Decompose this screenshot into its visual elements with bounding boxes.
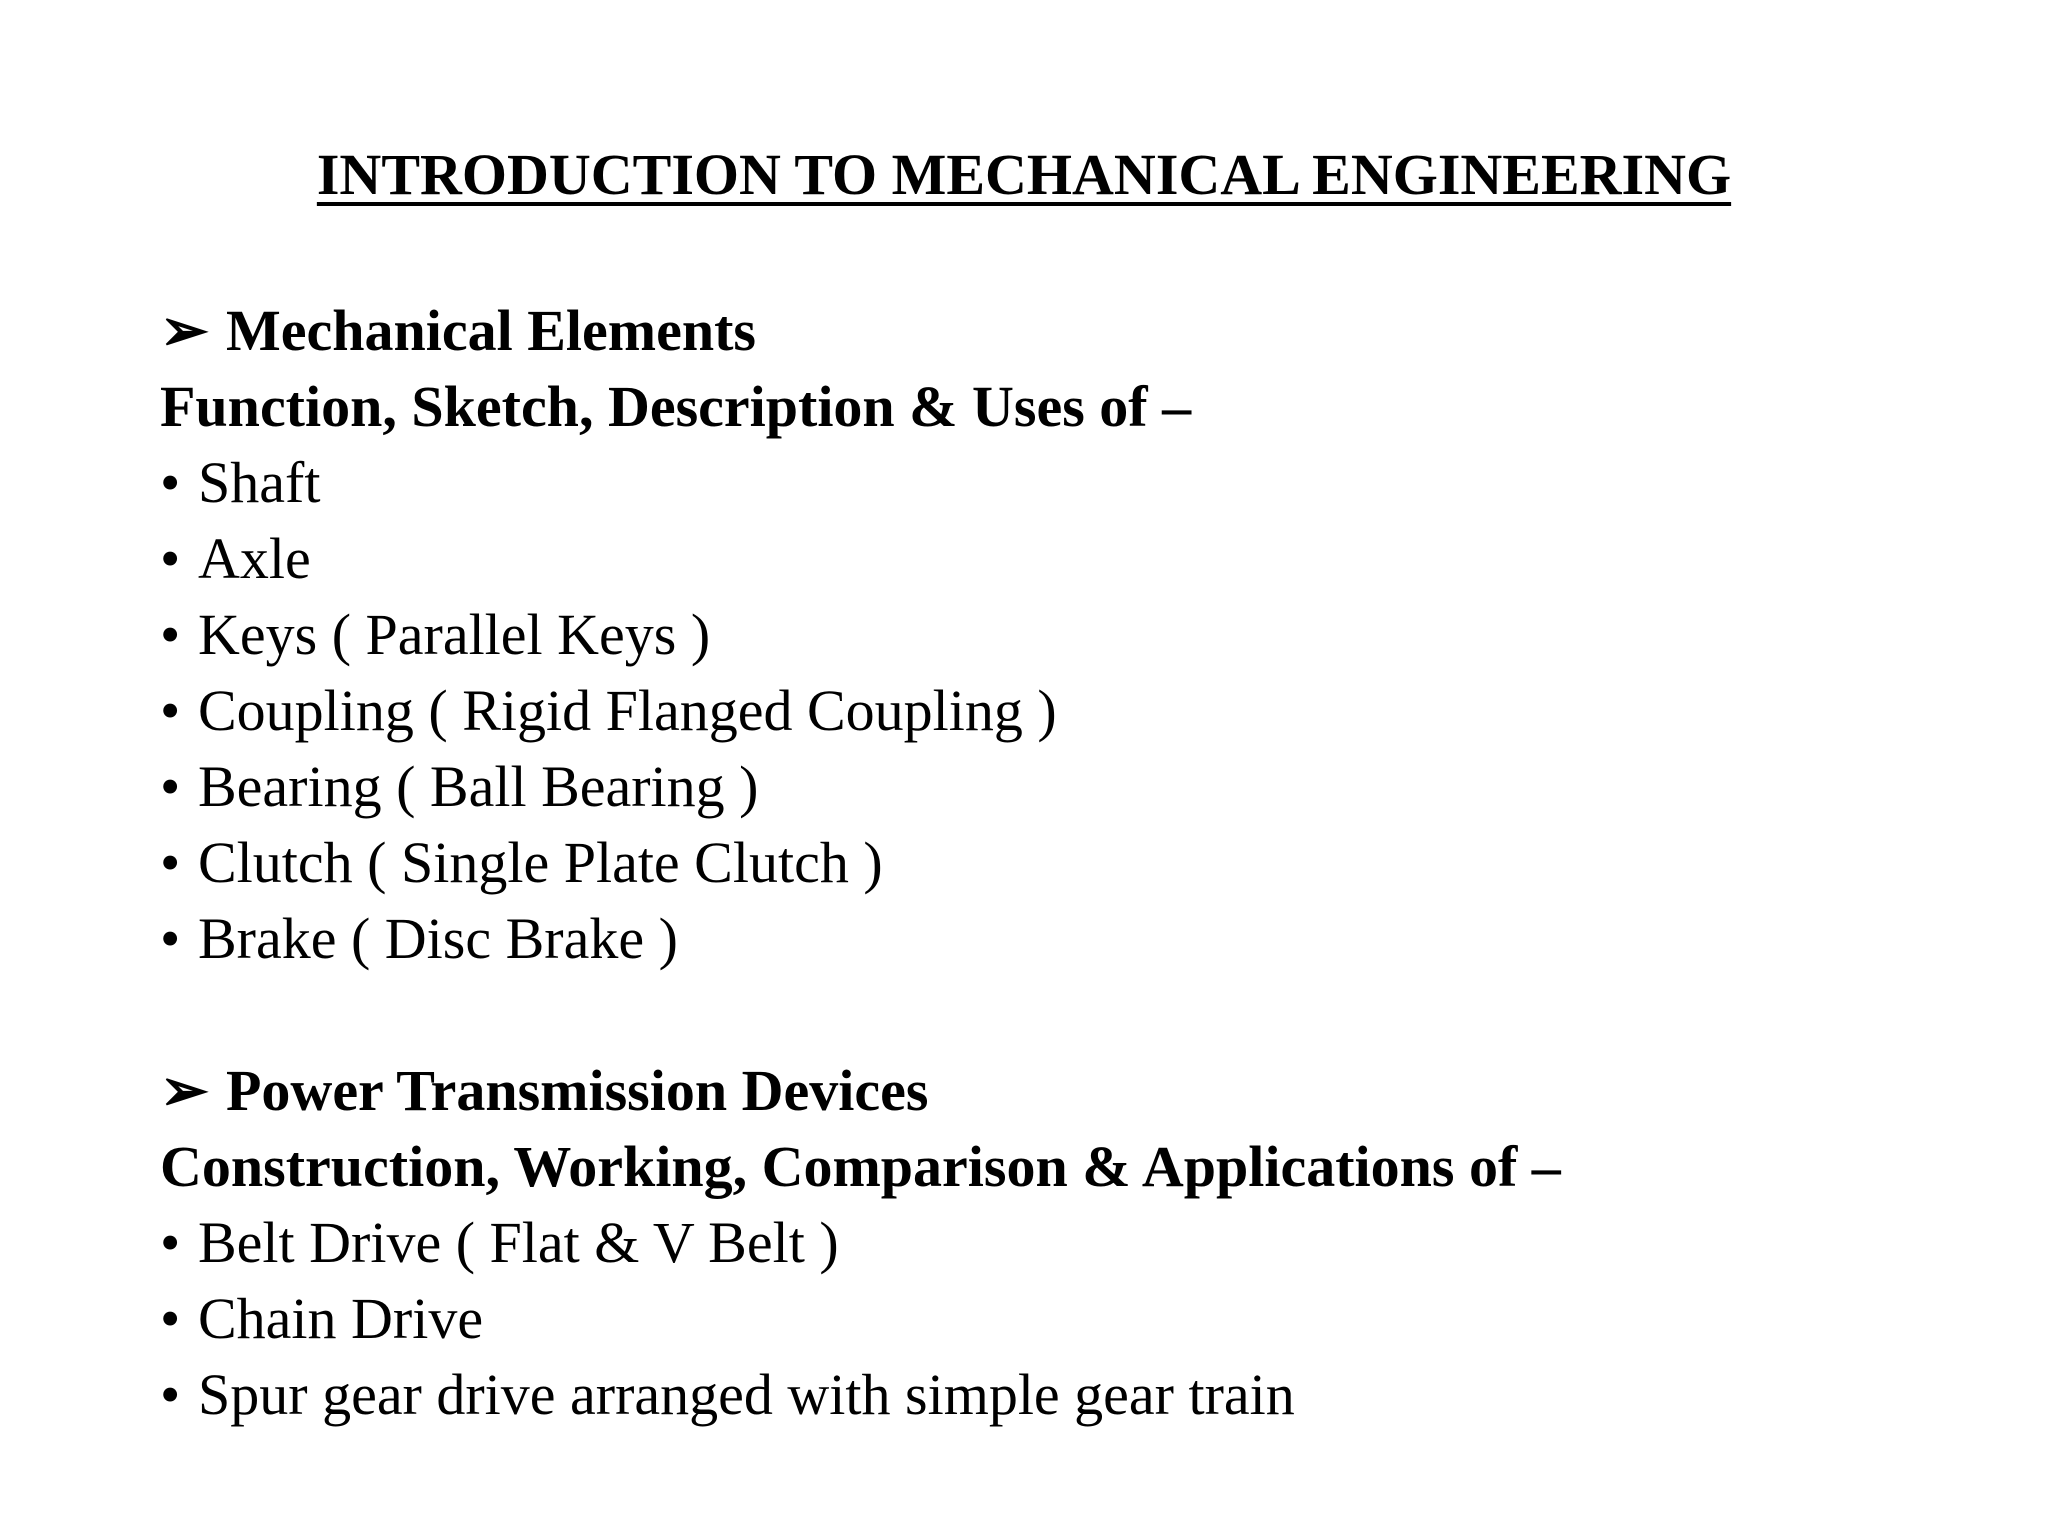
arrow-bullet-icon: ➢	[160, 298, 209, 363]
list-item-text: Shaft	[198, 450, 321, 515]
list-item	[160, 1205, 1980, 1281]
arrow-bullet-icon: ➢	[160, 1058, 209, 1123]
list-item	[160, 597, 1980, 673]
bullet-icon: •	[160, 754, 181, 819]
section-heading	[160, 1053, 1980, 1129]
list-item	[160, 901, 1980, 977]
list-item	[160, 825, 1980, 901]
section-heading	[160, 293, 1980, 369]
bullet-icon: •	[160, 526, 181, 591]
bullet-icon: •	[160, 830, 181, 895]
section-subheading: Construction, Working, Comparison & Applications of –	[160, 1134, 1561, 1199]
list-item	[160, 521, 1980, 597]
list-item	[160, 673, 1980, 749]
list-item	[160, 1357, 1980, 1433]
list-item	[160, 1281, 1980, 1357]
bullet-icon: •	[160, 450, 181, 515]
list-item-text: Brake ( Disc Brake )	[198, 906, 678, 971]
bullet-icon: •	[160, 678, 181, 743]
list-item-text: Coupling ( Rigid Flanged Coupling )	[198, 678, 1057, 743]
list-item-text: Keys ( Parallel Keys )	[198, 602, 711, 667]
section-mechanical-elements	[160, 293, 1980, 977]
section-power-transmission	[160, 1053, 1980, 1433]
bullet-icon: •	[160, 1362, 181, 1427]
list-item	[160, 445, 1980, 521]
section-subheading: Function, Sketch, Description & Uses of –	[160, 374, 1192, 439]
list-item-text: Bearing ( Ball Bearing )	[198, 754, 759, 819]
list-item-text: Spur gear drive arranged with simple gear train	[198, 1362, 1295, 1427]
bullet-icon: •	[160, 602, 181, 667]
bullet-icon: •	[160, 1210, 181, 1275]
bullet-icon: •	[160, 906, 181, 971]
list-item-text: Axle	[198, 526, 311, 591]
list-item-text: Chain Drive	[198, 1286, 484, 1351]
list-item-text: Clutch ( Single Plate Clutch )	[198, 830, 883, 895]
section-heading-text: Mechanical Elements	[226, 298, 756, 363]
bullet-icon: •	[160, 1286, 181, 1351]
list-item	[160, 749, 1980, 825]
section-heading-text: Power Transmission Devices	[226, 1058, 929, 1123]
page-title: INTRODUCTION TO MECHANICAL ENGINEERING	[316, 142, 1732, 207]
list-item-text: Belt Drive ( Flat & V Belt )	[198, 1210, 839, 1275]
